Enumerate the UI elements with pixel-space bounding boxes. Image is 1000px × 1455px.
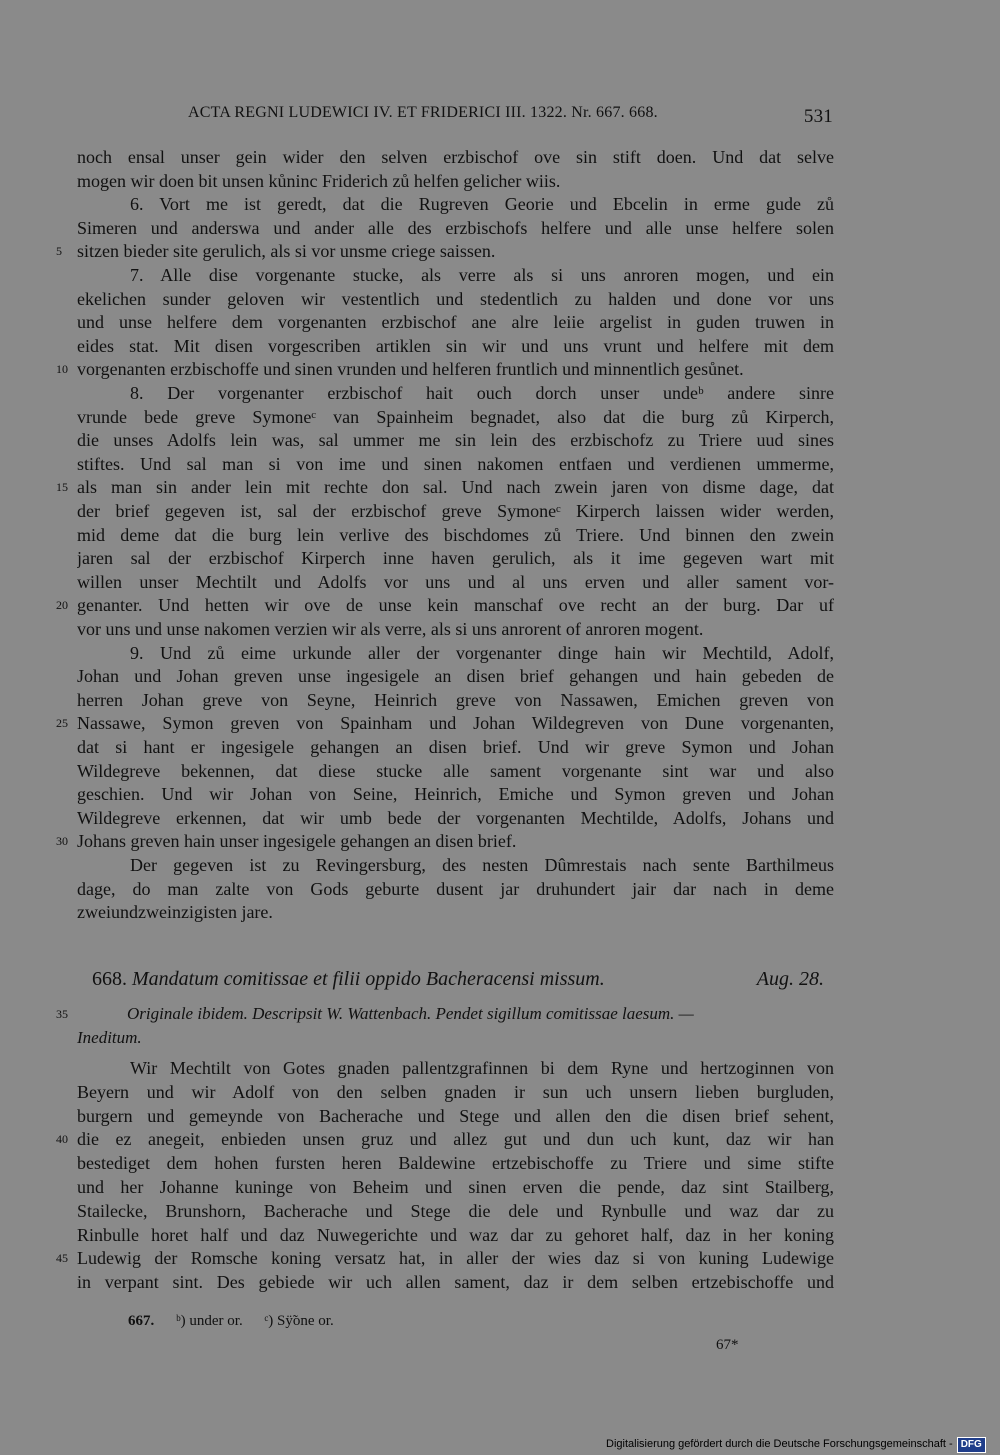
line-number: 10 bbox=[56, 362, 68, 377]
text-line: noch ensal unser gein wider den selven erzbischof ove sin stift doen. Und dat selve bbox=[77, 147, 834, 167]
text-line: Wir Mechtilt von Gotes gnaden pallentzgrafinnen bi dem Ryne und hertzoginnen von bbox=[130, 1058, 834, 1078]
line-number: 40 bbox=[56, 1132, 68, 1147]
text-line: jaren sal der erzbischof Kirperch inne haven gerulich, als it ime gegeven wart mit bbox=[77, 548, 834, 569]
text-line: Stailecke, Brunshorn, Bacherache und Stege die dele und Rynbulle und waz dar zu bbox=[77, 1200, 834, 1221]
text-line: vrunde bede greve Symoneᶜ van Spainheim begnadet, also dat die burg zů Kirperch, bbox=[77, 406, 834, 427]
text-line: vorgenanten erzbischoffe und sinen vrunden und helferen fruntlich und minnentlich gesůnet. bbox=[77, 359, 744, 380]
text-line: die ez anegeit, enbieden unsen gruz und allez gut und dun uch kunt, daz wir han bbox=[77, 1129, 834, 1150]
dfg-logo: DFG bbox=[957, 1437, 986, 1453]
text-line: stiftes. Und sal man si von ime und sinen nakomen entfaen und verdienen ummerme, bbox=[77, 453, 834, 474]
text-line: 6. Vort me ist geredt, dat die Rugreven Georie und Ebcelin in erme gude zů bbox=[130, 194, 834, 215]
source-note-continued: Ineditum. bbox=[77, 1028, 142, 1047]
text-line: sitzen bieder site gerulich, als si vor unsme criege saissen. bbox=[77, 241, 496, 262]
footnote-reference: 667. bbox=[128, 1313, 155, 1329]
dfg-notice-text: Digitalisierung gefördert durch die Deutsche Forschungsgemeinschaft - bbox=[606, 1438, 953, 1450]
sheet-signature: 67* bbox=[716, 1337, 739, 1353]
text-line: und her Johanne kuninge von Beheim und sinen erven die pende, daz sint Stailberg, bbox=[77, 1177, 834, 1197]
footnote-c: ᶜ) Sÿ̃one or. bbox=[264, 1313, 334, 1329]
text-line: als man sin ander lein mit rechte don sal. Und nach zwein jaren von disme dage, dat bbox=[77, 477, 834, 498]
text-line: in verpant sint. Des gebiede wir uch allen sament, daz ir dem selben ertzebischoffe und bbox=[77, 1272, 834, 1293]
line-number: 20 bbox=[56, 598, 68, 613]
text-line: dage, do man zalte von Gods geburte dusent jar druhundert jair dar nach in deme bbox=[77, 878, 834, 899]
text-line: 8. Der vorgenanter erzbischof hait ouch dorch unser undeᵇ andere sinre bbox=[130, 383, 834, 403]
line-number: 5 bbox=[56, 244, 62, 259]
document-668-heading bbox=[92, 964, 834, 994]
text-line: 9. Und zů eime urkunde aller der vorgenanter dinge hain wir Mechtild, Adolf, bbox=[130, 642, 834, 663]
text-line: bestediget dem hohen fursten heren Baldewine ertzebischoffe zu Triere und sime stifte bbox=[77, 1153, 834, 1174]
text-line: mid deme dat die burg lein verlive des bischdomes zů Triere. Und binnen den zwein bbox=[77, 524, 834, 545]
document-title: Mandatum comitissae et filii oppido Bacheracensi missum. bbox=[132, 968, 605, 990]
text-line: burgern und gemeynde von Bacherache und Stege und allen den die disen brief sehent, bbox=[77, 1105, 834, 1126]
text-line: willen unser Mechtilt und Adolfs vor uns und al uns erven und aller sament vor- bbox=[77, 571, 834, 592]
text-line: und unse helfere dem vorgenanten erzbischof ane alre leiie argelist in guden truwen in bbox=[77, 312, 834, 333]
text-line: genanter. Und hetten wir ove de unse kein manschaf ove recht an der burg. Dar uf bbox=[77, 595, 834, 616]
line-number: 35 bbox=[56, 1007, 68, 1021]
text-line: Wildegreve erkennen, dat wir umb bede der vorgenanten Mechtilde, Adolfs, Johans und bbox=[77, 807, 834, 828]
text-line: Johans greven hain unser ingesigele gehangen an disen brief. bbox=[77, 831, 517, 852]
text-line: eides stat. Mit disen vorgescriben artiklen sin wir und uns vrunt und helfere mit dem bbox=[77, 335, 834, 356]
text-line: geschien. Und wir Johan von Seine, Heinrich, Emiche und Symon greven und Johan bbox=[77, 784, 834, 805]
text-line: Simeren und anderswa und ander alle des erzbischofs helfere und alle unse helfere solen bbox=[77, 217, 834, 238]
line-number: 15 bbox=[56, 480, 68, 495]
text-line: Wildegreve bekennen, dat diese stucke alle sament vorgenante sint war und also bbox=[77, 760, 834, 781]
text-line: Nassawe, Symon greven von Spainham und Johan Wildegreven von Dune vorgenanten, bbox=[77, 713, 834, 734]
text-line: ekelichen sunder geloven wir vestentlich und stedentlich zu halden und done vor uns bbox=[77, 288, 834, 309]
text-line: dat si hant er ingesigele gehangen an disen brief. Und wir greve Symon und Johan bbox=[77, 737, 834, 757]
running-title: ACTA REGNI LUDEWICI IV. ET FRIDERICI III. 1322. Nr. 667. 668. bbox=[188, 104, 658, 121]
line-number: 45 bbox=[56, 1251, 68, 1266]
line-number: 30 bbox=[56, 834, 68, 849]
text-line: zweiundzweinzigisten jare. bbox=[77, 902, 273, 923]
text-line: Johan und Johan greven unse ingesigele an disen brief gehangen und hain gebeden de bbox=[77, 666, 834, 687]
text-line: vor uns und unse nakomen verzien wir als verre, als si uns anrorent of anroren mogent. bbox=[77, 619, 704, 639]
document-number: 668. bbox=[92, 968, 127, 990]
page-number: 531 bbox=[803, 106, 833, 127]
document-date: Aug. 28. bbox=[756, 968, 824, 990]
text-line: mogen wir doen bit unsen kůninc Friderich zů helfen gelicher wiis. bbox=[77, 170, 561, 191]
source-note: Originale ibidem. Descripsit W. Wattenbach. Pendet sigillum comitissae laesum. — bbox=[127, 1004, 694, 1023]
page-header bbox=[78, 104, 833, 130]
text-line: die unses Adolfs lein was, sal ummer me sin lein des erzbischofz zu Triere uud sines bbox=[77, 430, 834, 451]
line-number: 25 bbox=[56, 716, 68, 731]
text-line: 7. Alle dise vorgenante stucke, als verre als si uns anroren mogen, und ein bbox=[130, 265, 834, 285]
text-line: Beyern und wir Adolf von den selben gnaden ir sun uch unsern lieben burgluden, bbox=[77, 1081, 834, 1102]
footnotes bbox=[128, 1313, 352, 1330]
text-line: Rinbulle horet half und daz Nuwegerichte und waz dar zu gehoret half, daz in her koning bbox=[77, 1224, 834, 1245]
text-line: Ludewig der Romsche koning versatz hat, in aller der wies daz si von kuning Ludewige bbox=[77, 1248, 834, 1269]
text-line: der brief gegeven ist, sal der erzbischof greve Symoneᶜ Kirperch laissen wider werden, bbox=[77, 501, 834, 521]
dfg-funding-notice bbox=[606, 1437, 986, 1453]
text-line: Der gegeven ist zu Revingersburg, des nesten Dûmrestais nach sente Barthilmeus bbox=[130, 855, 834, 875]
text-line: herren Johan greve von Seyne, Heinrich greve von Nassawen, Emichen greven von bbox=[77, 689, 834, 710]
footnote-b: ᵇ) under or. bbox=[176, 1313, 243, 1329]
